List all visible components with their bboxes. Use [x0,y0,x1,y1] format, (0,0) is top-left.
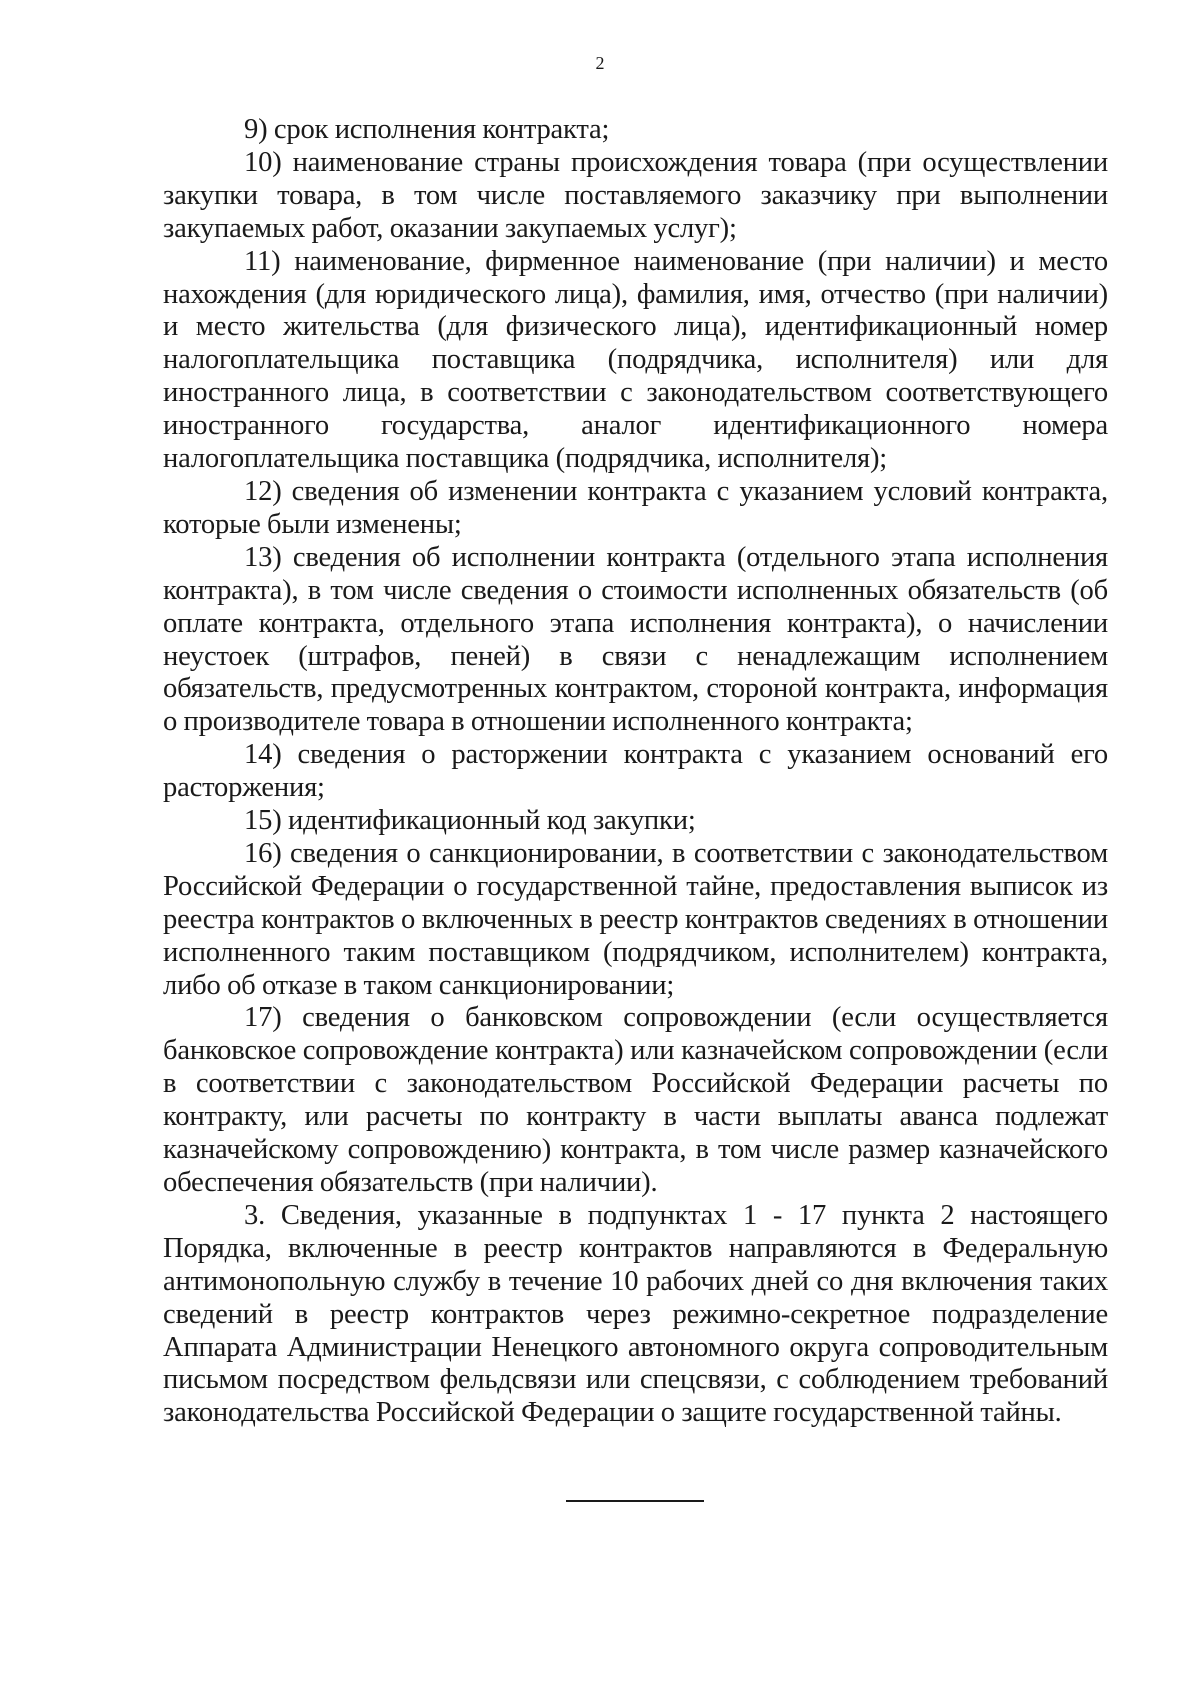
document-body [163,114,1108,1430]
item-14-contract-termination: 14) сведения о расторжении контракта с указанием оснований его расторжения; [163,739,1108,804]
section-3-information-transfer: 3. Сведения, указанные в подпунктах 1 - 17 пункта 2 настоящего Порядка, включенные в реестр контрактов направляются в Федеральную антимонопольную службу в течение 10 рабочих дней со дня включения таких сведений в реестр контрактов через режимно-секретное подразделение Аппарата Администрации Ненецкого автономного округа сопроводительным письмом посредством фельдсвязи или спецсвязи, с соблюдением требований законодательства Российской Федерации о защите государственной тайны. [163,1199,1108,1429]
item-10-country-of-origin: 10) наименование страны происхождения товара (при осуществлении закупки товара, в том числе поставляемого заказчику при выполнении закупаемых работ, оказании закупаемых услуг); [163,146,1108,244]
item-15-procurement-code: 15) идентификационный код закупки; [244,805,696,837]
item-12-contract-changes: 12) сведения об изменении контракта с указанием условий контракта, которые были изменены; [163,475,1108,540]
item-11-supplier-details: 11) наименование, фирменное наименование (при наличии) и место нахождения (для юридического лица), фамилия, имя, отчество (при наличии) и место жительства (для физического лица), идентификационный номер налогоплательщика поставщика (подрядчика, исполнителя) или для иностранного лица, в соответствии с законодательством соответствующего иностранного государства, аналог идентификационного номера налогоплательщика поставщика (подрядчика, исполнителя); [163,245,1108,475]
item-16-sanctioning: 16) сведения о санкционировании, в соответствии с законодательством Российской Федерации о государственной тайне, предоставления выписок из реестра контрактов о включенных в реестр контрактов сведениях в отношении исполненного таким поставщиком (подрядчиком, исполнителем) контракта, либо об отказе в таком санкционировании; [163,837,1108,1001]
item-17-bank-support: 17) сведения о банковском сопровождении (если осуществляется банковское сопровождение контракта) или казначейском сопровождении (если в соответствии с законодательством Российской Федерации расчеты по контракту, или расчеты по контракту в части выплаты аванса подлежат казначейскому сопровождению) контракта, в том числе размер казначейского обеспечения обязательств (при наличии). [163,1002,1108,1198]
item-9-contract-term: 9) срок исполнения контракта; [244,114,610,145]
page-number: 2 [595,53,605,73]
item-13-contract-execution: 13) сведения об исполнении контракта (отдельного этапа исполнения контракта), в том числе сведения о стоимости исполненных обязательств (об оплате контракта, отдельного этапа исполнения контракта), о начислении неустоек (штрафов, пеней) в связи с ненадлежащим исполнением обязательств, предусмотренных контрактом, стороной контракта, информация о производителе товара в отношении исполненного контракта; [163,541,1108,738]
end-of-document-rule [566,1500,704,1502]
